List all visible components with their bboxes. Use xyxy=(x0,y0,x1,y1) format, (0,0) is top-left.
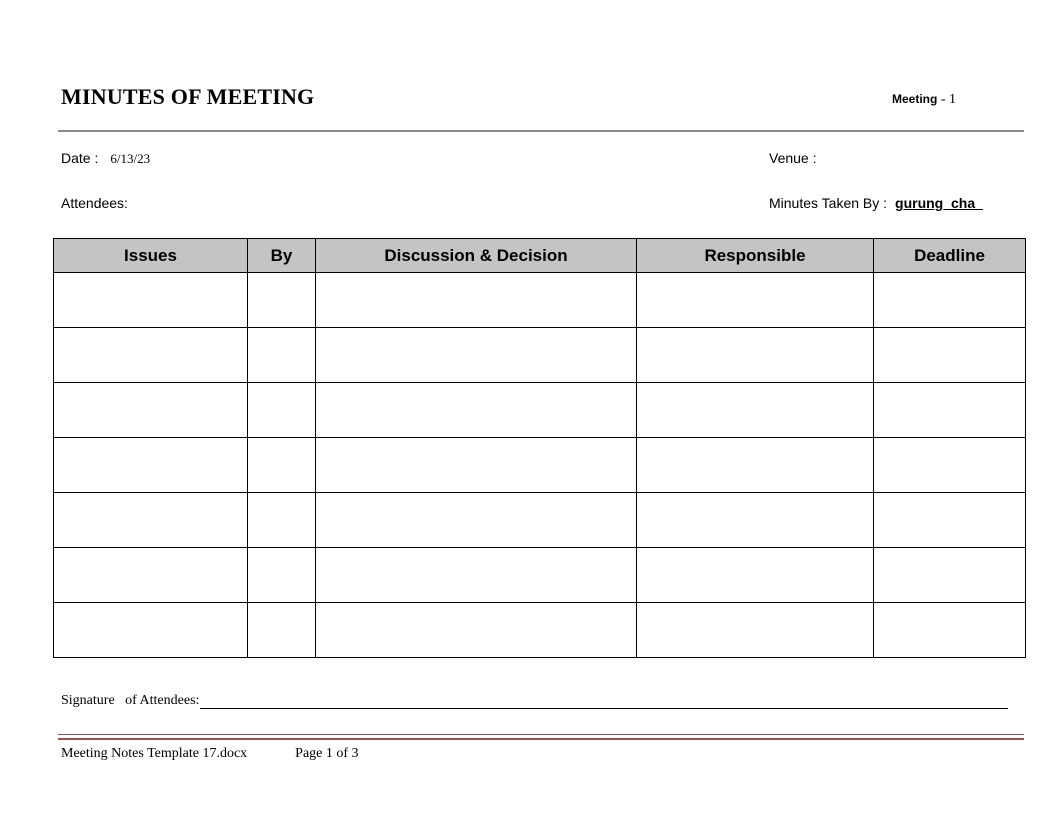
cell-discussion[interactable] xyxy=(316,328,637,383)
cell-by[interactable] xyxy=(248,548,316,603)
cell-issues[interactable] xyxy=(54,273,248,328)
cell-issues[interactable] xyxy=(54,438,248,493)
cell-discussion[interactable] xyxy=(316,603,637,658)
date-field xyxy=(61,150,150,167)
document-title: MINUTES OF MEETING xyxy=(61,84,315,109)
attendees-field xyxy=(61,195,128,211)
column-header-responsible: Responsible xyxy=(637,239,874,273)
cell-responsible[interactable] xyxy=(637,548,874,603)
cell-responsible[interactable] xyxy=(637,328,874,383)
cell-issues[interactable] xyxy=(54,383,248,438)
meeting-label: Meeting xyxy=(892,92,938,106)
cell-by[interactable] xyxy=(248,383,316,438)
meeting-number xyxy=(892,91,956,108)
cell-responsible[interactable] xyxy=(637,493,874,548)
cell-by[interactable] xyxy=(248,493,316,548)
cell-responsible[interactable] xyxy=(637,383,874,438)
cell-responsible[interactable] xyxy=(637,603,874,658)
cell-by[interactable] xyxy=(248,273,316,328)
cell-deadline[interactable] xyxy=(874,493,1026,548)
header-divider xyxy=(58,130,1024,132)
footer-page-number: Page 1 of 3 xyxy=(295,746,359,761)
minutes-taken-by-value: gurung_cha_ xyxy=(895,195,983,211)
cell-issues[interactable] xyxy=(54,603,248,658)
signature-underline xyxy=(200,694,1008,709)
cell-by[interactable] xyxy=(248,438,316,493)
table-body xyxy=(54,273,1026,658)
cell-responsible[interactable] xyxy=(637,273,874,328)
meeting-number-value: 1 xyxy=(949,92,957,107)
cell-deadline[interactable] xyxy=(874,383,1026,438)
cell-issues[interactable] xyxy=(54,548,248,603)
footer-divider-thin xyxy=(58,734,1024,735)
signature-line xyxy=(61,693,1008,709)
venue-field xyxy=(769,150,817,166)
footer xyxy=(61,746,359,762)
date-label: Date : xyxy=(61,150,99,166)
cell-issues[interactable] xyxy=(54,493,248,548)
minutes-taken-by-label: Minutes Taken By : xyxy=(769,195,888,211)
cell-discussion[interactable] xyxy=(316,273,637,328)
cell-issues[interactable] xyxy=(54,328,248,383)
cell-deadline[interactable] xyxy=(874,548,1026,603)
signature-label: Signature of Attendees: xyxy=(61,693,200,708)
cell-discussion[interactable] xyxy=(316,438,637,493)
table-row xyxy=(54,383,1026,438)
column-header-discussion: Discussion & Decision xyxy=(316,239,637,273)
minutes-table xyxy=(53,238,1026,658)
cell-deadline[interactable] xyxy=(874,328,1026,383)
attendees-label: Attendees: xyxy=(61,195,128,211)
cell-by[interactable] xyxy=(248,328,316,383)
table-row xyxy=(54,328,1026,383)
cell-discussion[interactable] xyxy=(316,383,637,438)
table-row xyxy=(54,273,1026,328)
table-row xyxy=(54,603,1026,658)
footer-divider-thick xyxy=(58,738,1024,740)
column-header-by: By xyxy=(248,239,316,273)
cell-responsible[interactable] xyxy=(637,438,874,493)
table-row xyxy=(54,493,1026,548)
footer-filename: Meeting Notes Template 17.docx xyxy=(61,746,248,761)
cell-deadline[interactable] xyxy=(874,603,1026,658)
table-header-row xyxy=(54,239,1026,273)
column-header-issues: Issues xyxy=(54,239,248,273)
cell-deadline[interactable] xyxy=(874,438,1026,493)
cell-by[interactable] xyxy=(248,603,316,658)
minutes-taken-by-field xyxy=(769,195,983,211)
meeting-separator: - xyxy=(937,92,950,107)
cell-deadline[interactable] xyxy=(874,273,1026,328)
table-row xyxy=(54,548,1026,603)
cell-discussion[interactable] xyxy=(316,493,637,548)
venue-label: Venue : xyxy=(769,150,817,166)
table-row xyxy=(54,438,1026,493)
date-value: 6/13/23 xyxy=(110,151,151,166)
column-header-deadline: Deadline xyxy=(874,239,1026,273)
cell-discussion[interactable] xyxy=(316,548,637,603)
